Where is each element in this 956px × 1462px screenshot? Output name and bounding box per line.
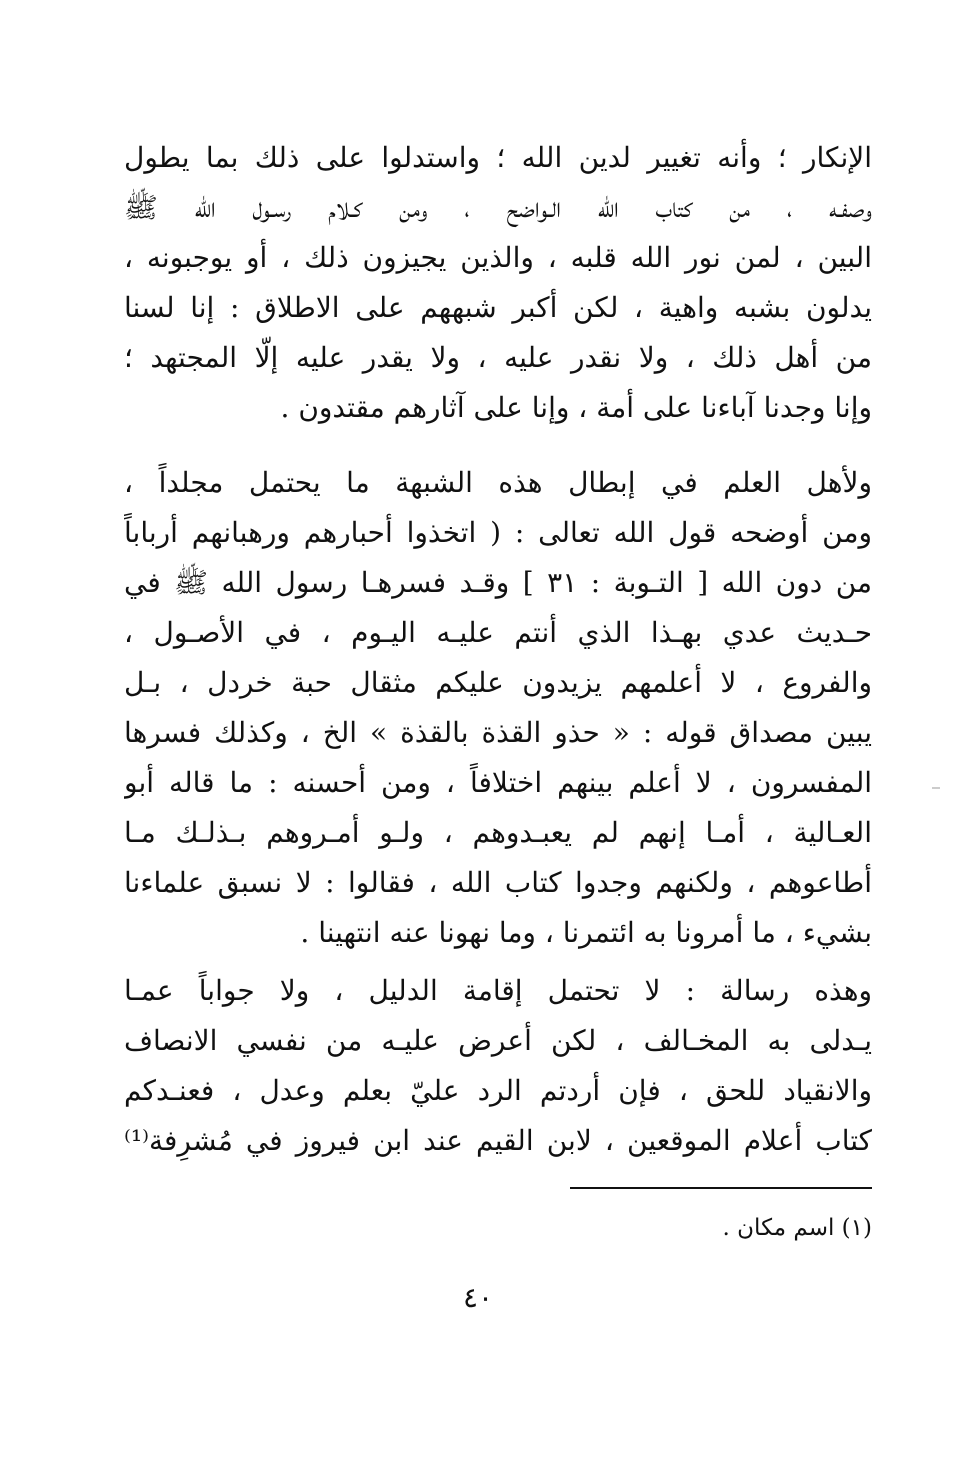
text-line: حـديث عدي بهـذا الذي أنتم عليـه اليـوم ، في الأصـول ، (124, 616, 872, 649)
text-line: بشيء ، ما أمرونا به ائتمرنا ، وما نهونا عنه انتهينا . (300, 916, 872, 949)
text-line: وهذه رسالة : لا تحتمل إقامة الدليل ، ولا جواباً عمـا (124, 974, 872, 1007)
margin-mark (932, 787, 940, 789)
text-line: أطاعوهم ، ولكنهم وجدوا كتاب الله ، فقالوا : لا نسبق علماءنا (124, 866, 872, 899)
text-line: والفروع ، لا أعلمهم يزيدون عليكم مثقال حبة خردل ، بـل (124, 666, 872, 699)
text-line: وصفـه ، من كتاب الله الـواضح ، ومن كـلام رسـول الله ﷺ (124, 191, 872, 224)
text-line: يبين مصداق قوله : « حذو القذة بالقذة » الخ ، وكذلك فسرها (124, 716, 872, 749)
page-number: ٤٠ (462, 1281, 494, 1314)
text-line: الإنكار ؛ وأنه تغيير لدين الله ؛ واستدلوا على ذلك بما يطول (124, 141, 872, 174)
text-line: والانقياد للحق ، فإن أردتم الرد عليّ بعلم وعدل ، فعنـدكم (124, 1074, 872, 1107)
text-line: من أهل ذلك ، ولا نقدر عليه ، ولا يقدر عليه إلّا المجتهد ؛ (124, 341, 872, 374)
paragraph (124, 966, 872, 1166)
paragraph (124, 133, 872, 433)
footnote: (١) اسم مكان . (722, 1215, 872, 1241)
text-line: من دون الله [ التـوبة : ٣١ ] وقـد فسرهـا رسول الله ﷺ في (124, 566, 872, 599)
text-line: البين ، لمن نور الله قلبه ، والذين يجيزون ذلك ، أو يوجبونه ، (124, 241, 872, 274)
text-line: المفسرون ، لا أعلم بينهم اختلافاً ، ومن أحسنه : ما قاله أبو (124, 766, 872, 799)
text-line: يـدلى به المخـالف ، لكن أعرض عليـه من نفسي الانصاف (124, 1024, 872, 1057)
text-line: العـالية ، أمـا إنهم لم يعبـدوهم ، ولـو أمـروهم بـذلـك مـا (124, 816, 872, 849)
text-line: وإنا وجدنا آباءنا على أمة ، وإنا على آثارهم مقتدون . (280, 391, 872, 424)
text-line: ولأهل العلم في إبطال هذه الشبهة ما يحتمل مجلداً ، (124, 466, 872, 499)
text-line: ومن أوضحه قول الله تعالى : ( اتخذوا أحبارهم ورهبانهم أرباباً (124, 516, 872, 549)
footnote-divider (570, 1187, 872, 1189)
paragraph (124, 458, 872, 958)
text-line: يدلون بشبه واهية ، لكن أكبر شبههم على الاطلاق : إنا لسنا (124, 291, 872, 324)
text-line: كتاب أعلام الموقعين ، لابن القيم عند ابن فيروز في مُشرِفة⁽¹⁾ (124, 1124, 872, 1157)
